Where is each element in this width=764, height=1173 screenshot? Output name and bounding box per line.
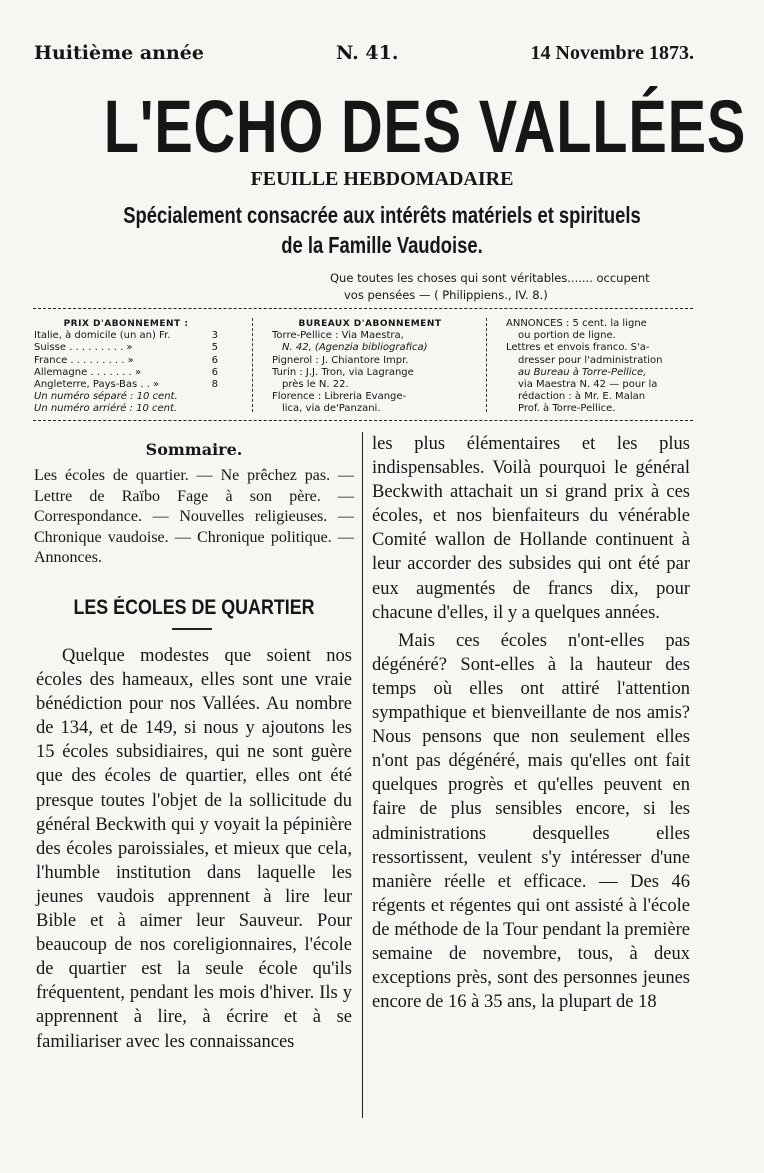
subscription-heading: PRIX D'ABONNEMENT : — [63, 319, 189, 329]
announce-line: rédaction : à Mr. E. Malan — [518, 391, 646, 403]
office-line: près le N. 22. — [282, 379, 349, 391]
epigraph-line-1: Que toutes les choses qui sont véritables....... occupent — [330, 271, 650, 285]
price-row — [34, 367, 218, 379]
price-label: Angleterre, Pays-Bas . . » — [34, 379, 160, 391]
article-column-left — [36, 644, 352, 1054]
announce-line: ANNONCES : 5 cent. la ligne — [506, 318, 647, 329]
announce-line: ou portion de ligne. — [518, 330, 616, 342]
price-label: Italie, à domicile (un an) Fr. — [34, 330, 171, 342]
price-value: 8 — [211, 379, 218, 391]
price-label: Suisse . . . . . . . . . » — [34, 342, 133, 354]
price-row — [34, 379, 218, 391]
summary-title: Sommaire. — [145, 440, 243, 459]
column-divider — [362, 432, 363, 1118]
info-separator — [252, 318, 253, 412]
office-line: N. 42, (Agenzia bibliografica) — [282, 342, 428, 354]
single-issue-price: Un numéro séparé : 10 cent. — [34, 391, 178, 403]
offices-box — [272, 318, 468, 415]
announce-line: Prof. à Torre-Pellice. — [518, 403, 616, 415]
back-issue-price: Un numéro arriéré : 10 cent. — [34, 403, 178, 415]
info-bottom-divider — [33, 420, 693, 421]
offices-heading: BUREAUX D'ABONNEMENT — [298, 319, 442, 329]
masthead-header — [34, 42, 694, 68]
top-divider — [33, 308, 693, 309]
price-row — [34, 342, 218, 354]
announcements-box — [506, 318, 692, 415]
newspaper-subtitle: FEUILLE HEBDOMADAIRE — [250, 168, 514, 190]
office-line: Turin : J.J. Tron, via Lagrange — [272, 366, 414, 378]
article-title: LES ÉCOLES DE QUARTIER — [73, 596, 315, 619]
issue-date: 14 Novembre 1873. — [530, 42, 694, 64]
price-row — [34, 330, 218, 342]
newspaper-title: L'ECHO DES VALLÉES — [103, 85, 747, 168]
article-paragraph: Mais ces écoles n'ont-elles pas dégénéré? Sont-elles à la hauteur des temps où elles ont attiré l'attention sympathique et bienveillante de nos amis? Nous pensons que non seulement elles n'ont pas dégénéré, mais qu'elles ont fait quelques progrès et qu'elles peuvent en faire de plus sensibles encore, si les administrations desquelles elles ressortissent, veulent s'y intéresser d'une manière réelle et efficace. — Des 46 régents et régentes qui ont assisté à l'école de méthode de la Tour pendant la première semaine de novembre, tous, à deux exceptions près, sont des personnes jeunes encore de 16 à 35 ans, la plupart de 18 — [372, 630, 690, 1013]
price-row — [34, 355, 218, 367]
price-value: 6 — [211, 354, 218, 366]
office-line: lica, via de'Panzani. — [282, 403, 381, 415]
price-value: 5 — [211, 342, 218, 354]
article-paragraph: les plus élémentaires et les plus indispensables. Voilà pourquoi le général Beckwith attachait un si grand prix à ces écoles, et nos bienfaiteurs du vénérable Comité wallon de Hollande continuent à leur accorder des subsides qui ont été par eux augmentés de francs dix, pour chacune d'elles, il y a quelques années. — [372, 434, 690, 623]
price-value: 3 — [211, 330, 218, 342]
epigraph — [330, 270, 690, 304]
article-column-right — [372, 432, 690, 1014]
summary-text: Les écoles de quartier. — Ne prêchez pas. — Lettre de Raïbo Fage à son père. — Correspondance. — Nouvelles religieuses. — Chronique vaudoise. — Chronique politique. — Annonces. — [34, 467, 354, 566]
title-underline — [172, 628, 212, 630]
announce-line: via Maestra N. 42 — pour la — [518, 379, 658, 391]
price-label: France . . . . . . . . . » — [34, 354, 134, 366]
subscription-box — [34, 318, 218, 415]
office-line: Torre-Pellice : Via Maestra, — [272, 330, 404, 342]
epigraph-line-2: vos pensées — ( Philippiens., IV. 8.) — [344, 288, 548, 302]
tagline-line-2: de la Famille Vaudoise. — [281, 232, 483, 258]
newspaper-tagline — [76, 200, 687, 260]
price-label: Allemagne . . . . . . . » — [34, 366, 142, 378]
issue-number: N. 41. — [336, 42, 399, 64]
article-paragraph: Quelque modestes que soient nos écoles des hameaux, elles sont une vraie bénédiction pour nos Vallées. Au nombre de 134, et de 149, si nous y ajoutons les 15 écoles subsidiaires, qui ne sont guère que des écoles de quartier, elles ont été presque toutes l'objet de la sollicitude du général Beckwith qui y voyait la pépinière des écoles paroissiales, et mieux que cela, l'humble institution dans laquelle les jeunes vaudois apprennent à lire leur Bible et à aimer leur Sauveur. Pour beaucoup de nos coreligionnaires, l'école de quartier est la seule école qu'ils fréquentent, pendant les mois d'hiver. Ils y apprennent à lire, à écrire et à se familiariser avec les connaissances — [36, 646, 352, 1052]
publication-year: Huitième année — [34, 42, 204, 64]
office-line: Florence : Libreria Evange- — [272, 391, 407, 403]
price-value: 6 — [211, 366, 218, 378]
announce-line: dresser pour l'administration — [518, 354, 663, 366]
tagline-line-1: Spécialement consacrée aux intérêts matériels et spirituels — [123, 202, 641, 228]
announce-line: au Bureau à Torre-Pellice, — [518, 366, 647, 378]
info-separator — [486, 318, 487, 412]
announce-line: Lettres et envois franco. S'a- — [506, 342, 650, 354]
office-line: Pignerol : J. Chiantore Impr. — [272, 354, 409, 366]
